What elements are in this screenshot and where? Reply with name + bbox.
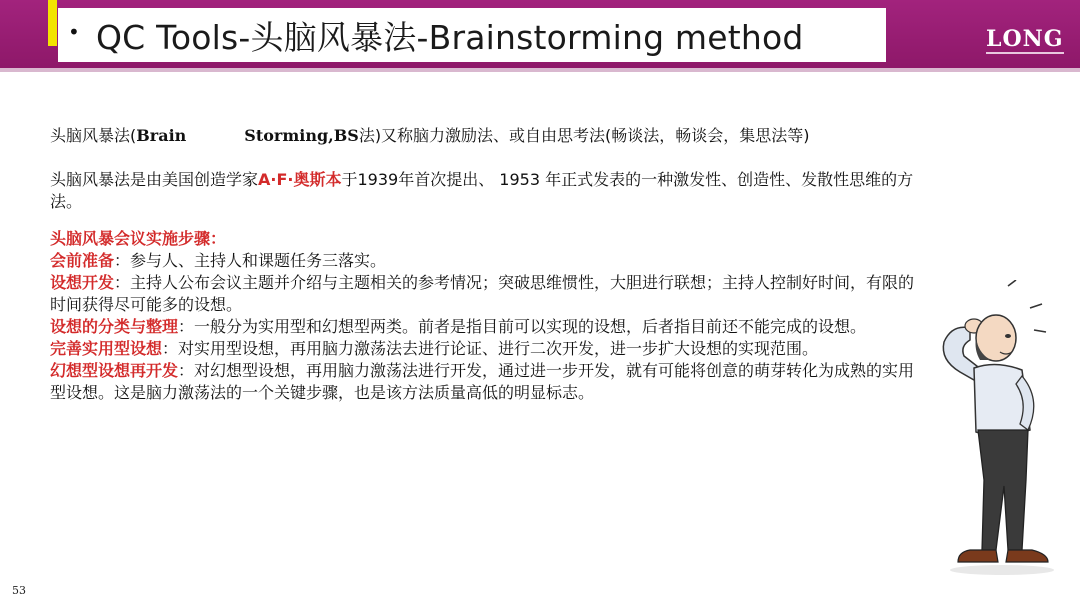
page-title: QC Tools-头脑风暴法-Brainstorming method xyxy=(96,18,804,57)
step-term: 设想的分类与整理 xyxy=(50,317,179,336)
step-text: ：主持人公布会议主题并介绍与主题相关的参考情况；突破思维惯性，大胆进行联想；主持人控制好时间，有限的时间获得尽可能多的设想。 xyxy=(50,273,915,314)
inventor-name: A·F·奥斯本 xyxy=(258,170,342,189)
intro-line-2 xyxy=(50,169,930,213)
logo-underline xyxy=(986,52,1064,54)
step-item xyxy=(50,316,922,338)
eye xyxy=(1005,334,1011,338)
content-body xyxy=(50,125,930,404)
step-text: ：一般分为实用型和幻想型两类。前者是指目前可以实现的设想，后者指目前还不能完成的设想。 xyxy=(178,317,867,336)
brand-logo: LONG xyxy=(986,26,1064,52)
step-item xyxy=(50,338,922,360)
intro-2-prefix: 头脑风暴法是由美国创造学家 xyxy=(50,170,259,189)
header-stripe xyxy=(0,68,1080,72)
step-term: 完善实用型设想 xyxy=(50,339,163,358)
shadow xyxy=(950,565,1054,575)
intro-2-rest: 于1939年首次提出、 1953 年正式发表的一种激发性、创造性、发散性思维的方法。 xyxy=(50,170,914,211)
step-term: 设想开发 xyxy=(50,273,115,292)
right-shoe xyxy=(1006,550,1048,562)
intro-line-1 xyxy=(50,125,930,147)
left-shoe xyxy=(958,550,998,562)
thinking-man-illustration xyxy=(930,280,1070,590)
step-text: ：对实用型设想，再用脑力激荡法去进行论证、进行二次开发，进一步扩大设想的实现范围。 xyxy=(162,339,819,358)
step-item xyxy=(50,250,922,272)
thought-marks xyxy=(1008,280,1046,332)
steps-heading: 头脑风暴会议实施步骤： xyxy=(50,229,227,248)
step-text: ：对幻想型设想，再用脑力激荡法进行开发，通过进一步开发，就有可能将创意的萌芽转化为成熟的实用型设想。这是脑力激荡法的一个关键步骤，也是该方法质量高低的明显标志。 xyxy=(50,361,915,402)
title-accent-bar xyxy=(48,0,57,46)
intro-1-prefix: 头脑风暴法( xyxy=(50,126,137,145)
step-term: 幻想型设想再开发 xyxy=(50,361,179,380)
title-bullet: • xyxy=(68,20,80,44)
step-item xyxy=(50,272,922,316)
trousers xyxy=(978,430,1028,550)
step-term: 会前准备 xyxy=(50,251,115,270)
step-text: ：参与人、主持人和课题任务三落实。 xyxy=(114,251,387,270)
intro-1-rest: 法)又称脑力激励法、或自由思考法(畅谈法，畅谈会，集思法等) xyxy=(358,126,810,145)
intro-1-brain: Brain xyxy=(136,126,187,145)
step-item xyxy=(50,360,922,404)
page-number: 53 xyxy=(12,584,26,597)
intro-1-storming: Storming,BS xyxy=(244,126,359,145)
